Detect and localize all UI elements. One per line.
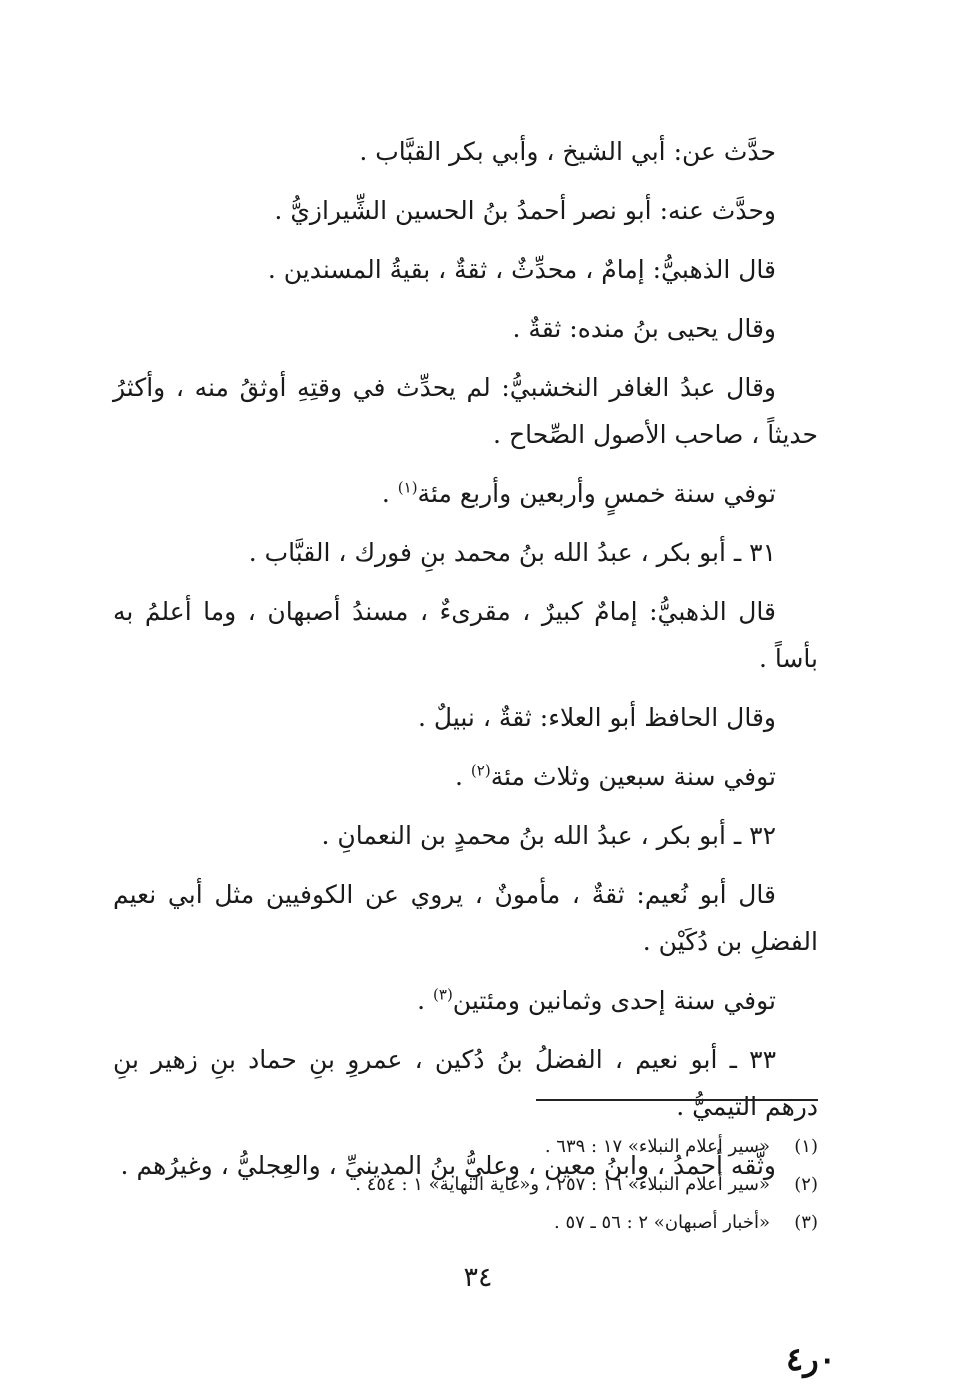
entry-33-heading: ٣٣ ـ أبو نعيم ، الفضلُ بنُ دُكين ، عمروِ بنِ حماد بنِ زهير بنِ درهم التيميُّ . (113, 1045, 818, 1121)
footnote-text: «سير أعلام النبلاء» ١٧ : ٦٣٩ . (544, 1136, 770, 1157)
paragraph-8: قال الذهبيُّ: إمامٌ كبيرٌ ، مقرىءٌ ، مسندُ أصبهان ، وما أعلمُ به بأساً . (113, 597, 818, 673)
page-number: ٣٤ (463, 1262, 493, 1293)
entry-31-heading: ٣١ ـ أبو بكر ، عبدُ الله بنُ محمد بنِ فورك ، القبَّاب . (248, 538, 776, 567)
footnote-2 (113, 1166, 818, 1204)
footnote-divider (536, 1099, 818, 1101)
footnote-number: (٣) (794, 1212, 818, 1233)
entry-32-heading: ٣٢ ـ أبو بكر ، عبدُ الله بنُ محمدٍ بن النعمانِ . (321, 821, 776, 850)
paragraph-5: وقال عبدُ الغافر النخشبيُّ: لم يحدِّث في وقتِهِ أوثقُ منه ، وأكثرُ حديثاً ، صاحب الأصول الصِّحاح . (113, 373, 818, 449)
body-text (113, 128, 818, 1201)
footnote-number: (١) (794, 1136, 818, 1157)
paragraph-6: توفي سنة خمسٍ وأربعين وأربع مئة$^{(١)}$ . (381, 478, 776, 508)
paragraph-13: توفي سنة إحدى وثمانين ومئتين$^{(٣)}$ . (417, 985, 776, 1015)
paragraph-12: قال أبو نُعيم: ثقةٌ ، مأمونٌ ، يروي عن الكوفيين مثل أبي نعيم الفضلِ بن دُكَيْن . (113, 880, 818, 956)
footnote-1 (113, 1128, 818, 1166)
paragraph-15: وثَّقه أحمدُ ، وابنُ معين ، وعليُّ بنُ المدينيِّ ، والعِجليُّ ، وغيرُهم . (120, 1151, 776, 1180)
footnote-3 (113, 1204, 818, 1242)
footnote-ref-3[interactable]: (٣) (433, 985, 453, 1004)
paragraph-2: وحدَّث عنه: أبو نصر أحمدُ بنُ الحسين الشِّيرازيُّ . (274, 196, 776, 225)
footnote-ref-2[interactable]: (٢) (470, 761, 491, 780)
footnote-number: (٢) (794, 1174, 818, 1195)
corner-mark: ٠ر٤ (786, 1340, 836, 1378)
footnote-ref-1[interactable]: (١) (397, 478, 418, 497)
paragraph-4: وقال يحيى بنُ منده: ثقةٌ . (512, 314, 776, 343)
footnote-text: «أخبار أصبهان» ٢ : ٥٦ ـ ٥٧ . (554, 1212, 770, 1233)
paragraph-9: وقال الحافظ أبو العلاء: ثقةٌ ، نبيلٌ . (418, 703, 776, 732)
paragraph-10: توفي سنة سبعين وثلاث مئة$^{(٢)}$ . (455, 761, 776, 791)
footnote-text: «سير أعلام النبلاء» ١٦ : ٢٥٧ ، و«غاية النهاية» ١ : ٤٥٤ . (355, 1174, 770, 1195)
paragraph-3: قال الذهبيُّ: إمامٌ ، محدِّثٌ ، ثقةٌ ، بقيةُ المسندين . (267, 255, 776, 284)
paragraph-1: حدَّث عن: أبي الشيخ ، وأبي بكر القبَّاب . (359, 137, 776, 166)
footnotes (113, 1128, 818, 1242)
